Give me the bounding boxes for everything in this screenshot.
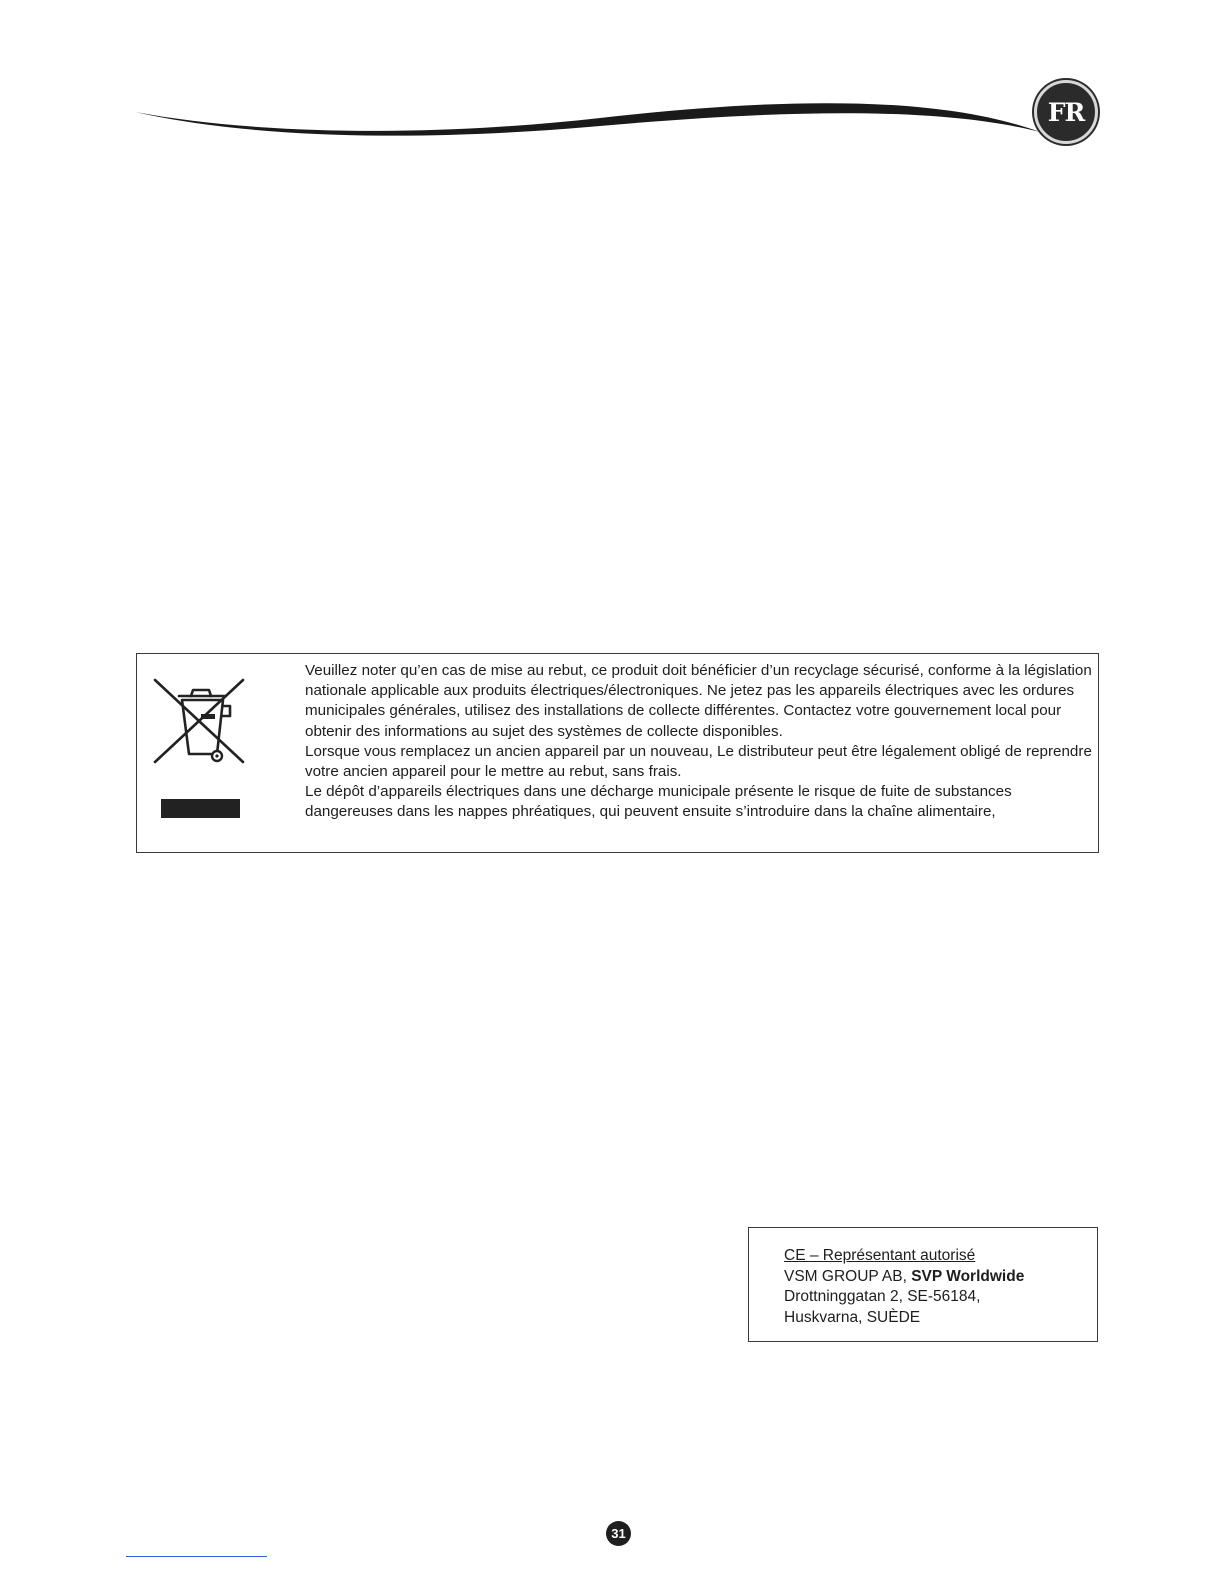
recycling-notice-text [305,661,1095,823]
ce-company-name: VSM GROUP AB, [784,1267,912,1285]
recycling-notice-box [136,653,1099,853]
ce-representative-title: CE – Représentant autorisé [784,1247,976,1264]
ce-company-line [784,1267,1024,1288]
ce-company-brand: SVP Worldwide [911,1267,1025,1285]
separate-collection-bar [161,799,240,818]
recycling-paragraph: Veuillez noter qu’en cas de mise au rebut, ce produit doit bénéficier d’un recyclage sécurisé, conforme à la législation nationale applicable aux produits électriques/électroniques. Ne jetez pas les appareils électriques avec les ordures municipales générales, utilisez des installations de collecte différentes. Contactez votre gouvernement local pour obtenir des informations au sujet des systèmes de collecte disponibles. [305,662,1092,740]
recycling-paragraph: Le dépôt d’appareils électriques dans une décharge municipale présente le risque de fuite de substances dangereuses dans les nappes phréatiques, qui peuvent ensuite s’introduire dans la chaîne alimentaire, [305,783,1012,821]
recycling-paragraph: Lorsque vous remplacez un ancien appareil par un nouveau, Le distributeur peut être légalement obligé de reprendre votre ancien appareil pour le mettre au rebut, sans frais. [305,742,1092,781]
ce-address-line: Huskvarna, SUÈDE [784,1308,921,1326]
ce-representative-box [748,1227,1098,1342]
ce-representative-text [784,1246,1024,1328]
page-number: 31 [606,1521,631,1546]
crossed-out-wheelie-bin-icon [151,676,247,768]
language-badge [1034,80,1098,144]
header-swoosh-decoration [0,0,1224,160]
footer-link-underline[interactable] [126,1556,267,1557]
language-badge-label: FR [1047,97,1085,127]
ce-address-line: Drottninggatan 2, SE-56184, [784,1288,981,1305]
